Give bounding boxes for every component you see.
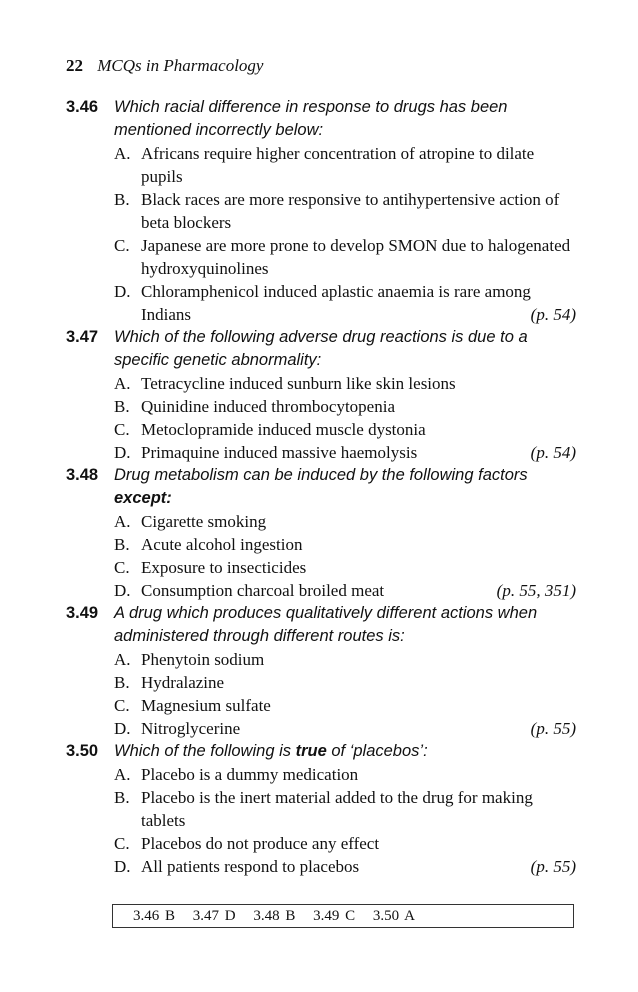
answer-key-item: 3.46 B — [133, 908, 176, 924]
option-text: Quinidine induced thrombocytopenia — [141, 397, 395, 416]
answer-key-box — [112, 904, 574, 928]
question-number: 3.47 — [66, 328, 99, 346]
option-text: Tetracycline induced sunburn like skin lesions — [141, 374, 456, 393]
option-letter: C. — [114, 236, 130, 255]
option-letter: D. — [114, 282, 131, 301]
option-content — [141, 717, 576, 740]
option-text: Hydralazine — [141, 673, 225, 692]
question-text-part: Drug metabolism can be induced by the following factors — [114, 466, 528, 484]
page-header — [66, 56, 263, 76]
option-letter: B. — [114, 788, 130, 807]
option — [114, 855, 576, 878]
option — [114, 648, 576, 671]
option — [114, 142, 576, 188]
option-letter: D. — [114, 719, 131, 738]
question — [66, 326, 576, 464]
option-text: Africans require higher concentration of atropine to dilate pupils — [141, 144, 535, 186]
option — [114, 717, 576, 740]
answer-key-item: 3.49 C — [313, 908, 356, 924]
option — [114, 533, 576, 556]
book-title: MCQs in Pharmacology — [97, 56, 264, 75]
question — [66, 740, 576, 878]
option-letter: B. — [114, 673, 130, 692]
option — [114, 832, 576, 855]
question-text-part: Which of the following is — [114, 742, 296, 760]
option-text: Chloramphenicol induced aplastic anaemia is rare among Indians — [141, 282, 531, 324]
question-text: Which of the following adverse drug reactions is due to a specific genetic abnormality: — [114, 328, 528, 369]
page-reference: (p. 55) — [530, 857, 576, 876]
option — [114, 280, 576, 326]
answer-key-item: 3.50 A — [372, 908, 415, 924]
option-letter: A. — [114, 765, 131, 784]
option-letter: A. — [114, 374, 131, 393]
question-number: 3.46 — [66, 98, 99, 116]
answer-key-item: 3.48 B — [253, 908, 296, 924]
question — [66, 96, 576, 326]
question-number: 3.48 — [66, 466, 99, 484]
option-text: All patients respond to placebos — [141, 857, 360, 876]
option — [114, 694, 576, 717]
option-text: Black races are more responsive to antihypertensive action of beta blockers — [141, 190, 560, 232]
page-number: 22 — [66, 56, 83, 75]
option-letter: B. — [114, 535, 130, 554]
question-emphasis: true — [295, 742, 327, 760]
option-letter: C. — [114, 558, 130, 577]
option — [114, 763, 576, 786]
question-number: 3.49 — [66, 604, 99, 622]
page-reference: (p. 54) — [530, 443, 576, 462]
option-letter: D. — [114, 443, 131, 462]
option — [114, 372, 576, 395]
option-text: Exposure to insecticides — [141, 558, 307, 577]
option — [114, 671, 576, 694]
option-text: Placebo is a dummy medication — [141, 765, 359, 784]
option-text: Placebos do not produce any effect — [141, 834, 380, 853]
option-text: Consumption charcoal broiled meat — [141, 581, 385, 600]
option-letter: D. — [114, 857, 131, 876]
option-content — [141, 855, 576, 878]
option-letter: C. — [114, 696, 130, 715]
option-letter: D. — [114, 581, 131, 600]
option — [114, 510, 576, 533]
option-text: Placebo is the inert material added to the drug for making tablets — [141, 788, 533, 830]
option — [114, 234, 576, 280]
option-letter: A. — [114, 650, 131, 669]
option — [114, 188, 576, 234]
page-reference: (p. 54) — [530, 305, 576, 324]
option-content — [141, 579, 576, 602]
option-text: Japanese are more prone to develop SMON due to halogenated hydroxyquinolines — [141, 236, 571, 278]
answer-key-item: 3.47 D — [192, 908, 236, 924]
option-letter: A. — [114, 144, 131, 163]
option — [114, 418, 576, 441]
option-letter: B. — [114, 397, 130, 416]
option — [114, 395, 576, 418]
question-number: 3.50 — [66, 742, 99, 760]
page-reference: (p. 55, 351) — [496, 581, 576, 600]
question-list — [66, 96, 576, 878]
question-text-part: of ‘placebos’: — [326, 742, 428, 760]
option — [114, 579, 576, 602]
option-text: Magnesium sulfate — [141, 696, 271, 715]
question-text: Which racial difference in response to drugs has been mentioned incorrectly below: — [114, 98, 508, 139]
option — [114, 441, 576, 464]
option-text: Nitroglycerine — [141, 719, 241, 738]
question-text — [114, 740, 576, 763]
option-content — [141, 441, 576, 464]
question-text — [114, 464, 576, 510]
option-text: Primaquine induced massive haemolysis — [141, 443, 418, 462]
question — [66, 602, 576, 740]
option-letter: C. — [114, 420, 130, 439]
option-letter: B. — [114, 190, 130, 209]
question — [66, 464, 576, 602]
question-emphasis: except: — [114, 489, 172, 507]
question-text: A drug which produces qualitatively different actions when administered through different routes is: — [114, 604, 538, 645]
option-content — [141, 280, 576, 326]
option-letter: C. — [114, 834, 130, 853]
option-text: Cigarette smoking — [141, 512, 267, 531]
option-text: Phenytoin sodium — [141, 650, 265, 669]
option — [114, 556, 576, 579]
page-reference: (p. 55) — [530, 719, 576, 738]
option-letter: A. — [114, 512, 131, 531]
option — [114, 786, 576, 832]
option-text: Metoclopramide induced muscle dystonia — [141, 420, 426, 439]
option-text: Acute alcohol ingestion — [141, 535, 303, 554]
